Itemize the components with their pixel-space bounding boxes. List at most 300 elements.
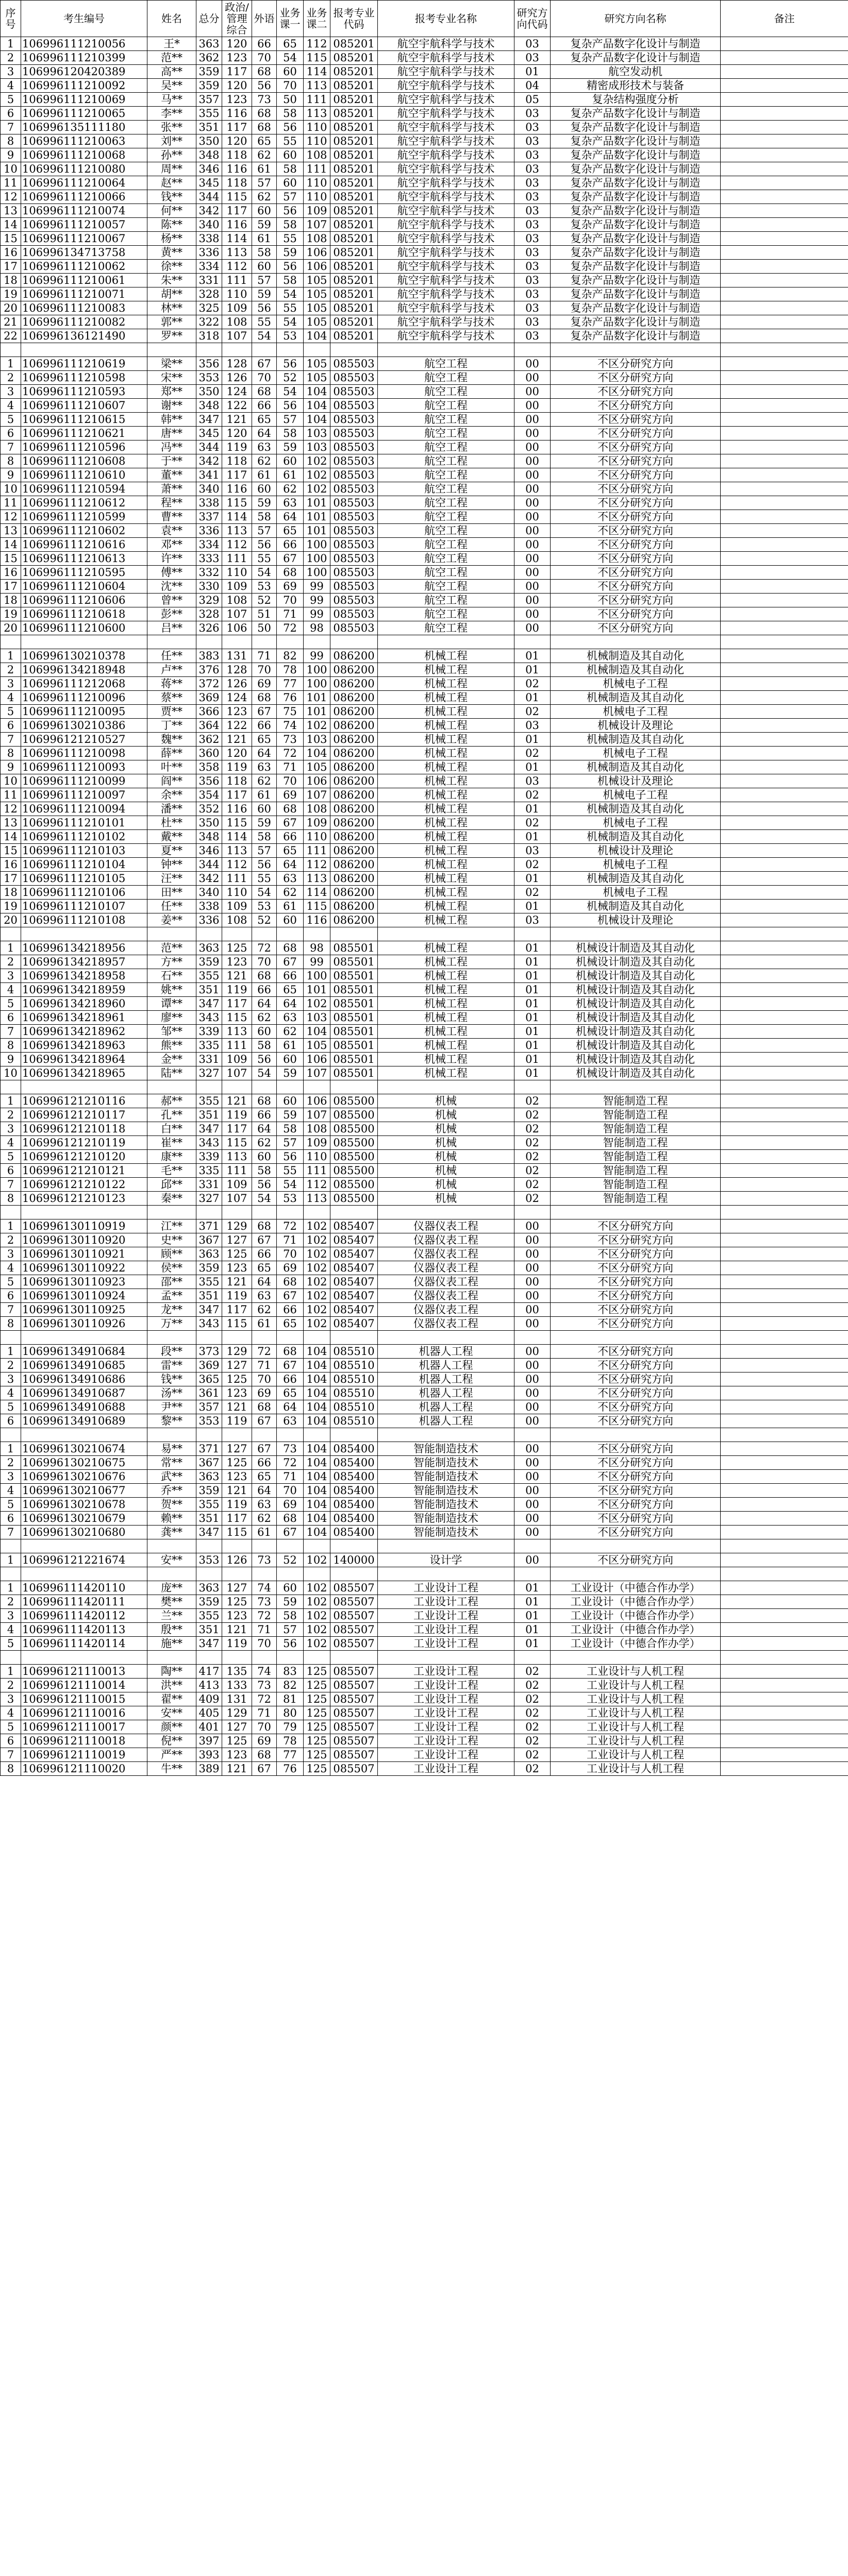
- table-cell: 67: [252, 357, 277, 371]
- table-cell: 328: [196, 287, 222, 301]
- table-cell: 机械工程: [378, 969, 514, 983]
- table-cell: 106996111210056: [21, 37, 147, 51]
- table-cell: 085407: [330, 1233, 378, 1247]
- empty-cell: [277, 1206, 304, 1219]
- table-cell: 106996134910687: [21, 1386, 147, 1400]
- table-cell: 不区分研究方向: [551, 1484, 721, 1498]
- table-cell: 393: [196, 1748, 222, 1762]
- table-cell: 60: [277, 65, 304, 79]
- table-cell: 51: [252, 607, 277, 621]
- table-cell: 03: [514, 774, 551, 788]
- table-cell: 102: [304, 719, 330, 733]
- table-cell: 58: [252, 510, 277, 524]
- col-header: 报考专业名称: [378, 1, 514, 37]
- table-cell: 108: [304, 148, 330, 162]
- table-cell: 唐**: [147, 427, 196, 440]
- table-cell: 64: [277, 510, 304, 524]
- table-cell: 孟**: [147, 1289, 196, 1303]
- table-cell: 352: [196, 802, 222, 816]
- table-row: [1, 913, 848, 927]
- table-cell: 65: [277, 983, 304, 997]
- table-cell: 086200: [330, 900, 378, 913]
- table-cell: 6: [1, 1414, 21, 1428]
- table-cell: 106996111210095: [21, 705, 147, 719]
- table-cell: 77: [277, 677, 304, 691]
- table-cell: 73: [277, 1442, 304, 1456]
- table-cell: [721, 886, 848, 900]
- table-cell: 085201: [330, 218, 378, 232]
- table-cell: 机械电子工程: [551, 677, 721, 691]
- table-cell: 110: [304, 121, 330, 134]
- table-row: [1, 719, 848, 733]
- table-cell: 机械工程: [378, 691, 514, 705]
- table-row: [1, 552, 848, 566]
- table-cell: 1: [1, 37, 21, 51]
- table-cell: 7: [1, 1025, 21, 1039]
- table-cell: 01: [514, 955, 551, 969]
- table-cell: 龚**: [147, 1526, 196, 1539]
- table-cell: 00: [514, 1303, 551, 1317]
- table-cell: 106996111210071: [21, 287, 147, 301]
- table-row: [1, 413, 848, 427]
- table-cell: 机械工程: [378, 677, 514, 691]
- table-cell: 68: [277, 1345, 304, 1359]
- table-cell: 56: [252, 538, 277, 552]
- empty-cell: [551, 1331, 721, 1345]
- empty-cell: [514, 1428, 551, 1442]
- table-cell: 不区分研究方向: [551, 594, 721, 607]
- table-cell: 106996121210527: [21, 733, 147, 747]
- table-cell: 113: [304, 79, 330, 93]
- table-cell: [721, 538, 848, 552]
- table-cell: [721, 1122, 848, 1136]
- table-cell: 112: [222, 538, 252, 552]
- table-cell: 118: [222, 774, 252, 788]
- table-cell: 69: [252, 1386, 277, 1400]
- table-cell: 00: [514, 607, 551, 621]
- table-cell: 085201: [330, 107, 378, 121]
- table-cell: 120: [222, 37, 252, 51]
- table-cell: 105: [304, 287, 330, 301]
- table-cell: 航空宇航科学与技术: [378, 274, 514, 287]
- table-cell: 复杂产品数字化设计与制造: [551, 148, 721, 162]
- table-cell: 79: [277, 1720, 304, 1734]
- table-cell: 65: [252, 1261, 277, 1275]
- table-cell: 53: [277, 329, 304, 343]
- table-cell: 6: [1, 107, 21, 121]
- table-cell: 104: [304, 1484, 330, 1498]
- table-cell: 航空工程: [378, 440, 514, 454]
- table-cell: 54: [252, 329, 277, 343]
- empty-cell: [304, 1331, 330, 1345]
- table-cell: 086200: [330, 705, 378, 719]
- table-cell: 359: [196, 65, 222, 79]
- table-cell: 085507: [330, 1706, 378, 1720]
- table-cell: 工业设计工程: [378, 1692, 514, 1706]
- table-cell: 413: [196, 1679, 222, 1692]
- table-cell: 112: [304, 858, 330, 872]
- table-cell: 航空宇航科学与技术: [378, 65, 514, 79]
- table-cell: 吴**: [147, 79, 196, 93]
- table-cell: [721, 1581, 848, 1595]
- table-row: [1, 371, 848, 385]
- table-cell: 118: [222, 454, 252, 468]
- table-cell: 085500: [330, 1136, 378, 1150]
- table-cell: 9: [1, 1053, 21, 1066]
- table-cell: 兰**: [147, 1609, 196, 1623]
- table-cell: 不区分研究方向: [551, 580, 721, 594]
- table-cell: 机械设计制造及其自动化: [551, 983, 721, 997]
- table-cell: 106: [304, 246, 330, 260]
- table-cell: 120: [222, 134, 252, 148]
- empty-cell: [196, 343, 222, 357]
- table-cell: 77: [277, 1748, 304, 1762]
- table-cell: 104: [304, 1345, 330, 1359]
- table-cell: 82: [277, 1679, 304, 1692]
- table-cell: 99: [304, 580, 330, 594]
- table-cell: 106996121221674: [21, 1553, 147, 1567]
- table-cell: [721, 1261, 848, 1275]
- table-cell: 129: [222, 1345, 252, 1359]
- table-cell: 不区分研究方向: [551, 1275, 721, 1289]
- table-cell: 19: [1, 900, 21, 913]
- table-cell: 119: [222, 1637, 252, 1651]
- table-cell: 安**: [147, 1706, 196, 1720]
- table-cell: 60: [252, 802, 277, 816]
- table-cell: 5: [1, 1400, 21, 1414]
- table-cell: 085501: [330, 1039, 378, 1053]
- empty-cell: [514, 635, 551, 649]
- table-cell: 405: [196, 1706, 222, 1720]
- table-cell: 64: [252, 1484, 277, 1498]
- table-cell: 02: [514, 886, 551, 900]
- table-cell: 085503: [330, 399, 378, 413]
- table-cell: 085201: [330, 176, 378, 190]
- table-cell: 104: [304, 1526, 330, 1539]
- table-cell: 01: [514, 1581, 551, 1595]
- table-cell: [721, 1345, 848, 1359]
- table-cell: 363: [196, 37, 222, 51]
- table-cell: 航空宇航科学与技术: [378, 134, 514, 148]
- table-cell: 106996111210065: [21, 107, 147, 121]
- table-cell: 131: [222, 649, 252, 663]
- table-cell: 68: [252, 107, 277, 121]
- table-cell: 59: [277, 440, 304, 454]
- empty-cell: [1, 1206, 21, 1219]
- table-cell: 4: [1, 1136, 21, 1150]
- table-cell: 仪器仪表工程: [378, 1261, 514, 1275]
- col-header: 业务课一: [277, 1, 304, 37]
- table-cell: 102: [304, 1275, 330, 1289]
- table-cell: 371: [196, 1219, 222, 1233]
- table-cell: 71: [252, 1706, 277, 1720]
- table-cell: 02: [514, 1136, 551, 1150]
- table-cell: 68: [252, 65, 277, 79]
- table-cell: [721, 65, 848, 79]
- table-cell: 不区分研究方向: [551, 538, 721, 552]
- table-cell: 085503: [330, 510, 378, 524]
- table-cell: 6: [1, 1734, 21, 1748]
- empty-cell: [1, 1428, 21, 1442]
- table-cell: 101: [304, 983, 330, 997]
- table-row: [1, 176, 848, 190]
- table-cell: 65: [252, 733, 277, 747]
- table-cell: 102: [304, 1233, 330, 1247]
- table-row: [1, 204, 848, 218]
- table-cell: 59: [252, 496, 277, 510]
- table-cell: 52: [277, 371, 304, 385]
- table-cell: 00: [514, 1456, 551, 1470]
- table-cell: 机械工程: [378, 774, 514, 788]
- empty-cell: [721, 1428, 848, 1442]
- table-cell: 智能制造工程: [551, 1094, 721, 1108]
- table-cell: 4: [1, 1386, 21, 1400]
- table-cell: 085507: [330, 1734, 378, 1748]
- table-cell: 56: [252, 1178, 277, 1192]
- empty-cell: [551, 343, 721, 357]
- table-cell: 106996111210064: [21, 176, 147, 190]
- table-cell: 71: [277, 1233, 304, 1247]
- table-cell: 00: [514, 1261, 551, 1275]
- table-cell: 02: [514, 1679, 551, 1692]
- table-cell: 颜**: [147, 1720, 196, 1734]
- table-row: [1, 1526, 848, 1539]
- table-cell: 03: [514, 134, 551, 148]
- table-cell: [721, 1066, 848, 1080]
- table-cell: 67: [277, 955, 304, 969]
- table-cell: [721, 1219, 848, 1233]
- table-cell: [721, 79, 848, 93]
- empty-cell: [196, 635, 222, 649]
- table-cell: 108: [304, 232, 330, 246]
- table-cell: 121: [222, 969, 252, 983]
- empty-cell: [304, 1539, 330, 1553]
- table-cell: 范**: [147, 51, 196, 65]
- table-row: [1, 802, 848, 816]
- table-cell: 120: [222, 427, 252, 440]
- table-cell: [721, 1303, 848, 1317]
- table-cell: 67: [277, 1526, 304, 1539]
- table-cell: 57: [277, 1623, 304, 1637]
- table-cell: 104: [304, 1512, 330, 1526]
- table-cell: 54: [277, 315, 304, 329]
- table-cell: 姚**: [147, 983, 196, 997]
- table-cell: 66: [252, 37, 277, 51]
- col-header: 外语: [252, 1, 277, 37]
- table-cell: [721, 1233, 848, 1247]
- table-cell: [721, 802, 848, 816]
- table-cell: 75: [277, 705, 304, 719]
- table-cell: [721, 552, 848, 566]
- table-cell: 333: [196, 552, 222, 566]
- table-cell: 宋**: [147, 371, 196, 385]
- table-cell: [721, 1665, 848, 1679]
- table-cell: 58: [277, 1609, 304, 1623]
- table-cell: 机械设计制造及其自动化: [551, 969, 721, 983]
- table-cell: 00: [514, 413, 551, 427]
- table-row: [1, 218, 848, 232]
- table-row: [1, 900, 848, 913]
- table-cell: 61: [252, 1317, 277, 1331]
- table-row: [1, 524, 848, 538]
- table-cell: 342: [196, 872, 222, 886]
- table-cell: 106996121210118: [21, 1122, 147, 1136]
- table-row: [1, 1192, 848, 1206]
- table-cell: 54: [277, 287, 304, 301]
- table-cell: 58: [277, 218, 304, 232]
- table-cell: 63: [277, 1414, 304, 1428]
- table-cell: [721, 315, 848, 329]
- table-cell: 67: [252, 1442, 277, 1456]
- empty-cell: [277, 1331, 304, 1345]
- table-cell: 魏**: [147, 733, 196, 747]
- table-cell: [721, 260, 848, 274]
- table-cell: 345: [196, 176, 222, 190]
- table-cell: 机械工程: [378, 872, 514, 886]
- table-row: [1, 830, 848, 844]
- empty-cell: [277, 1428, 304, 1442]
- table-cell: 331: [196, 274, 222, 287]
- table-row: [1, 427, 848, 440]
- table-cell: 叶**: [147, 760, 196, 774]
- table-cell: 谢**: [147, 399, 196, 413]
- table-cell: 085503: [330, 468, 378, 482]
- table-cell: 8: [1, 1762, 21, 1776]
- table-cell: 111: [304, 93, 330, 107]
- empty-cell: [330, 1567, 378, 1581]
- table-cell: 085507: [330, 1609, 378, 1623]
- table-cell: 程**: [147, 496, 196, 510]
- table-cell: 00: [514, 454, 551, 468]
- table-cell: 66: [252, 399, 277, 413]
- table-cell: 109: [222, 301, 252, 315]
- table-cell: 机械工程: [378, 1025, 514, 1039]
- table-cell: 68: [252, 1219, 277, 1233]
- table-cell: 085201: [330, 190, 378, 204]
- table-row: [1, 1414, 848, 1428]
- table-cell: 61: [252, 162, 277, 176]
- table-cell: 82: [277, 649, 304, 663]
- table-cell: 342: [196, 204, 222, 218]
- table-cell: [721, 1359, 848, 1372]
- table-cell: 103: [304, 427, 330, 440]
- table-cell: 55: [252, 872, 277, 886]
- table-cell: 355: [196, 1609, 222, 1623]
- table-cell: 106996111210057: [21, 218, 147, 232]
- table-cell: 2: [1, 1456, 21, 1470]
- table-cell: 106996111210599: [21, 510, 147, 524]
- empty-cell: [277, 1651, 304, 1665]
- table-cell: 58: [277, 1122, 304, 1136]
- table-cell: 7: [1, 733, 21, 747]
- table-cell: 101: [304, 705, 330, 719]
- table-cell: 12: [1, 510, 21, 524]
- table-cell: 1: [1, 1094, 21, 1108]
- table-row: [1, 93, 848, 107]
- table-cell: 114: [222, 830, 252, 844]
- table-cell: 73: [252, 1553, 277, 1567]
- table-cell: 16: [1, 566, 21, 580]
- table-cell: 00: [514, 1233, 551, 1247]
- table-cell: 373: [196, 1345, 222, 1359]
- empty-cell: [330, 635, 378, 649]
- table-cell: 085201: [330, 287, 378, 301]
- table-cell: 99: [304, 955, 330, 969]
- empty-cell: [721, 1206, 848, 1219]
- table-cell: 111: [304, 1164, 330, 1178]
- table-cell: 00: [514, 1247, 551, 1261]
- table-cell: 113: [304, 872, 330, 886]
- table-cell: 阎**: [147, 774, 196, 788]
- table-cell: 085501: [330, 983, 378, 997]
- table-cell: 085501: [330, 1066, 378, 1080]
- table-cell: 不区分研究方向: [551, 385, 721, 399]
- table-cell: 邱**: [147, 1178, 196, 1192]
- table-cell: 62: [252, 190, 277, 204]
- empty-cell: [222, 1651, 252, 1665]
- table-row: [1, 1275, 848, 1289]
- table-cell: 69: [277, 1261, 304, 1275]
- table-cell: 方**: [147, 955, 196, 969]
- table-cell: 10: [1, 1066, 21, 1080]
- table-cell: 65: [277, 1317, 304, 1331]
- table-cell: 56: [277, 204, 304, 218]
- table-cell: 00: [514, 1400, 551, 1414]
- table-cell: 侯**: [147, 1261, 196, 1275]
- table-cell: 02: [514, 788, 551, 802]
- table-cell: 086200: [330, 733, 378, 747]
- table-cell: 085501: [330, 1011, 378, 1025]
- table-cell: 02: [514, 1734, 551, 1748]
- table-cell: 航空宇航科学与技术: [378, 315, 514, 329]
- table-cell: 4: [1, 1706, 21, 1720]
- empty-cell: [252, 1567, 277, 1581]
- table-cell: 69: [277, 580, 304, 594]
- empty-cell: [721, 343, 848, 357]
- table-cell: 117: [222, 468, 252, 482]
- table-cell: 104: [304, 1400, 330, 1414]
- table-cell: 02: [514, 705, 551, 719]
- table-cell: 航空工程: [378, 566, 514, 580]
- table-row: [1, 621, 848, 635]
- table-cell: 61: [277, 900, 304, 913]
- table-cell: 05: [514, 93, 551, 107]
- table-cell: 086200: [330, 677, 378, 691]
- table-cell: 03: [514, 121, 551, 134]
- table-cell: 106996111210094: [21, 802, 147, 816]
- empty-cell: [330, 1331, 378, 1345]
- table-row: [1, 788, 848, 802]
- table-cell: 赵**: [147, 176, 196, 190]
- table-cell: [721, 1150, 848, 1164]
- table-cell: 106996134910689: [21, 1414, 147, 1428]
- table-cell: 5: [1, 1720, 21, 1734]
- table-cell: 347: [196, 1637, 222, 1651]
- table-cell: 106996130110919: [21, 1219, 147, 1233]
- table-cell: 机器人工程: [378, 1414, 514, 1428]
- table-cell: 机械制造及其自动化: [551, 872, 721, 886]
- empty-cell: [147, 1539, 196, 1553]
- table-cell: 106996111210067: [21, 232, 147, 246]
- table-cell: 57: [252, 274, 277, 287]
- table-cell: 106996111210102: [21, 830, 147, 844]
- table-cell: 085510: [330, 1400, 378, 1414]
- table-cell: 5: [1, 1150, 21, 1164]
- table-cell: 汤**: [147, 1386, 196, 1400]
- table-cell: [721, 148, 848, 162]
- table-cell: 复杂产品数字化设计与制造: [551, 287, 721, 301]
- table-cell: 复杂产品数字化设计与制造: [551, 260, 721, 274]
